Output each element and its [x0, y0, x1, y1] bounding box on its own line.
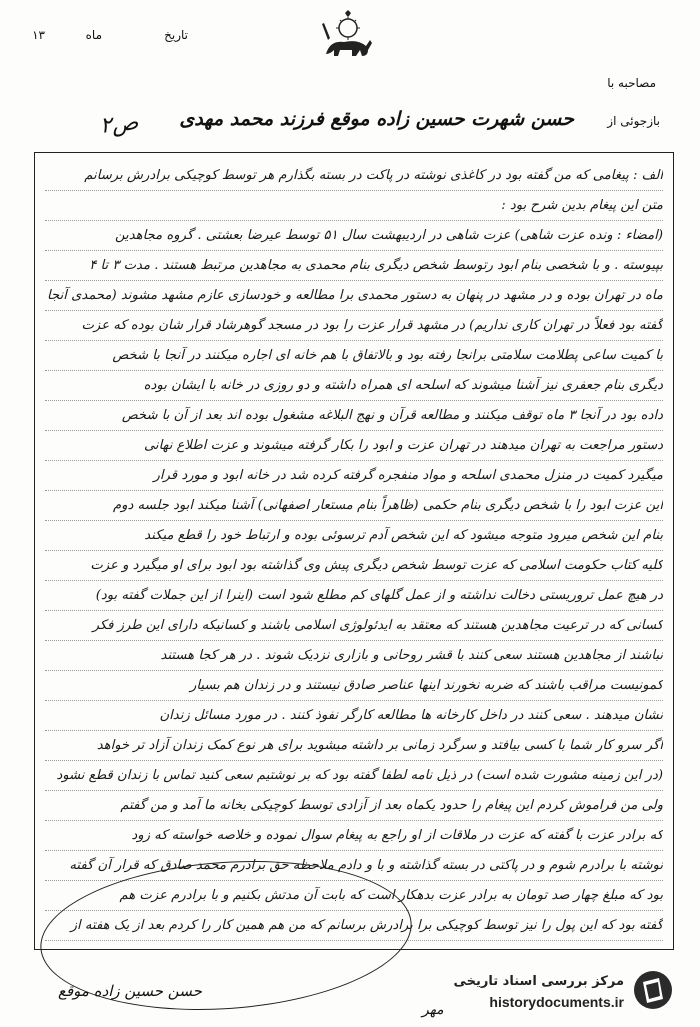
statement-line: نباشند از مجاهدین هستند سعی کنند با قشر روحانی و بازاری نزدیک شوند . در هر کجا هستند: [45, 641, 663, 671]
statement-line: اگر سرو کار شما با کسی بیافتد و سرگرد زمانی بر داشته میشوید برای هر نوع کمک زندان آزاد تر خواهد: [45, 731, 663, 761]
statement-line: با کمیت ساعی پطلامت سلامتی برانجا رفته بود و بالاتفاق با هم خانه ای اجاره میکنند در آنجا با شخص: [45, 341, 663, 371]
statement-line: متن این پیغام بدین شرح بود :: [45, 191, 663, 221]
statement-line: کمونیست مراقب باشند که ضربه نخورند اینها عناصر صادق نیستند و در زندان هم بسیار: [45, 671, 663, 701]
subject-name: حسن شهرت حسین زاده موقع فرزند محمد مهدی: [179, 108, 574, 130]
subject-row: [80, 108, 660, 138]
archive-logo-icon: [632, 969, 674, 1011]
lion-and-sun-emblem-icon: [318, 10, 378, 62]
statement-line: در هیچ عمل تروریستی دخالت نداشته و از عمل گلهای کم مطلع شود است (اینرا از این جملات گفته بود): [45, 581, 663, 611]
statement-line: الف : پیغامی که من گفته بود در کاغذی نوشته در پاکت در بسته بگذارم هر توسط کوچیکی برادرش برسانم: [45, 161, 663, 191]
date-label: تاریخ: [164, 28, 188, 42]
statement-line: دستور مراجعت به تهران میدهند در تهران عزت و ابود را بکار گرفته میشوند و عزت اطلاع نهانی: [45, 431, 663, 461]
statement-line: نشان میدهند . سعی کنند در داخل کارخانه ها مطالعه کارگر نفوذ کنند . در مورد مسائل زندان: [45, 701, 663, 731]
statement-line: کسانی که در ترعیت مجاهدین هستند که معتقد به ایدئولوژی اسلامی باشند و کسانیکه دارای این طرز فکر: [45, 611, 663, 641]
interrogation-label: بازجوئی از: [607, 114, 660, 128]
statement-line: دیگری بنام جعفری نیز آشنا میشوند که اسلحه ای همراه داشته و دو روزی در خانه با ایشان بوده: [45, 371, 663, 401]
month-label: ماه: [85, 28, 102, 42]
statement-line: گفته بود که این پول را نیز توسط کوچیکی برا برادرش برسانم که من هم همین کار را کردم بعد از یک هفته از: [45, 911, 663, 941]
statement-line: بنام این شخص میرود متوجه میشود که این شخص آدم ترسوئی بوده و ارتباط خود را قطع میکند: [45, 521, 663, 551]
footer-mark: مهر: [422, 1002, 444, 1018]
statement-line: نوشته با برادرم شوم و در پاکتی در بسته گذاشته و با و دادم ملاحظه حق برادرم محمد صادق که قرار آن گفته: [45, 851, 663, 881]
statement-line: ولی من فراموش کردم این پیغام را حدود یکماه بعد از آزادی توسط کوچیکی بخانه ما آمد و من گفتم: [45, 791, 663, 821]
statement-line: میگیرد کمیت در منزل محمدی اسلحه و مواد منفجره گرفته کرده شد در خانه ابود و مورد قرار: [45, 461, 663, 491]
statement-line: (امضاء : ونده عزت شاهی) عزت شاهی در اردیبهشت سال ۵۱ توسط عیرضا بعشتی . گروه مجاهدین: [45, 221, 663, 251]
brand-name: مرکز بررسی اسناد تاریخی: [453, 974, 624, 989]
statement-line: داده بود در آنجا ۳ ماه توقف میکنند و مطالعه قرآن و نهج البلاغه مشغول بوده اند بعد از آن با شخص: [45, 401, 663, 431]
statement-line: بود که مبلغ چهار صد تومان به برادر عزت بدهکار است که بابت آن مدتش بکنیم و با برادرم عزت هم: [45, 881, 663, 911]
statement-line: این عزت ابود را با شخص دیگری بنام حکمی (ظاهراً بنام مستعار اصفهانی) آشنا میکند ابود جلسه دوم: [45, 491, 663, 521]
statement-line: ماه در تهران بوده و در مشهد در پنهان به دستور محمدی برا مطالعه و خودسازی عازم مشهد مشوند (محمدی آنجا: [45, 281, 663, 311]
statement-lines: [45, 161, 663, 941]
interview-label: مصاحبه با: [607, 76, 656, 90]
year-value: ۱۳: [32, 28, 45, 42]
page-number: ص۲: [98, 110, 140, 139]
statement-line: بپیوسته . و با شخصی بنام ابود رتوسط شخص دیگری بنام محمدی به مجاهدین مرتبط هستند . مدت ۳ تا ۴: [45, 251, 663, 281]
statement-line: کلیه کتاب حکومت اسلامی که عزت توسط شخص دیگری پیش وی گذاشته بود ابود برای او میگیرد و عزت: [45, 551, 663, 581]
statement-line: که برادر عزت با گفته که عزت در ملاقات از او راجع به پیغام سوال نموده و خلاصه خواسته که زود: [45, 821, 663, 851]
signature: حسن حسین زاده موقع: [58, 982, 202, 1000]
statement-line: گفته بود فعلاً در تهران کاری نداریم) در مشهد قرار عزت را بود در مسجد گوهرشاد قرار شان بوده که عزت: [45, 311, 663, 341]
brand-url: historydocuments.ir: [489, 994, 624, 1010]
statement-box: [34, 152, 674, 950]
watermark-brand: [432, 966, 680, 1014]
statement-line: (در این زمینه مشورت شده است) در ذیل نامه لطفا گفته بود که بر نوشتیم سعی کنید تماس با زندان قطع نشود: [45, 761, 663, 791]
